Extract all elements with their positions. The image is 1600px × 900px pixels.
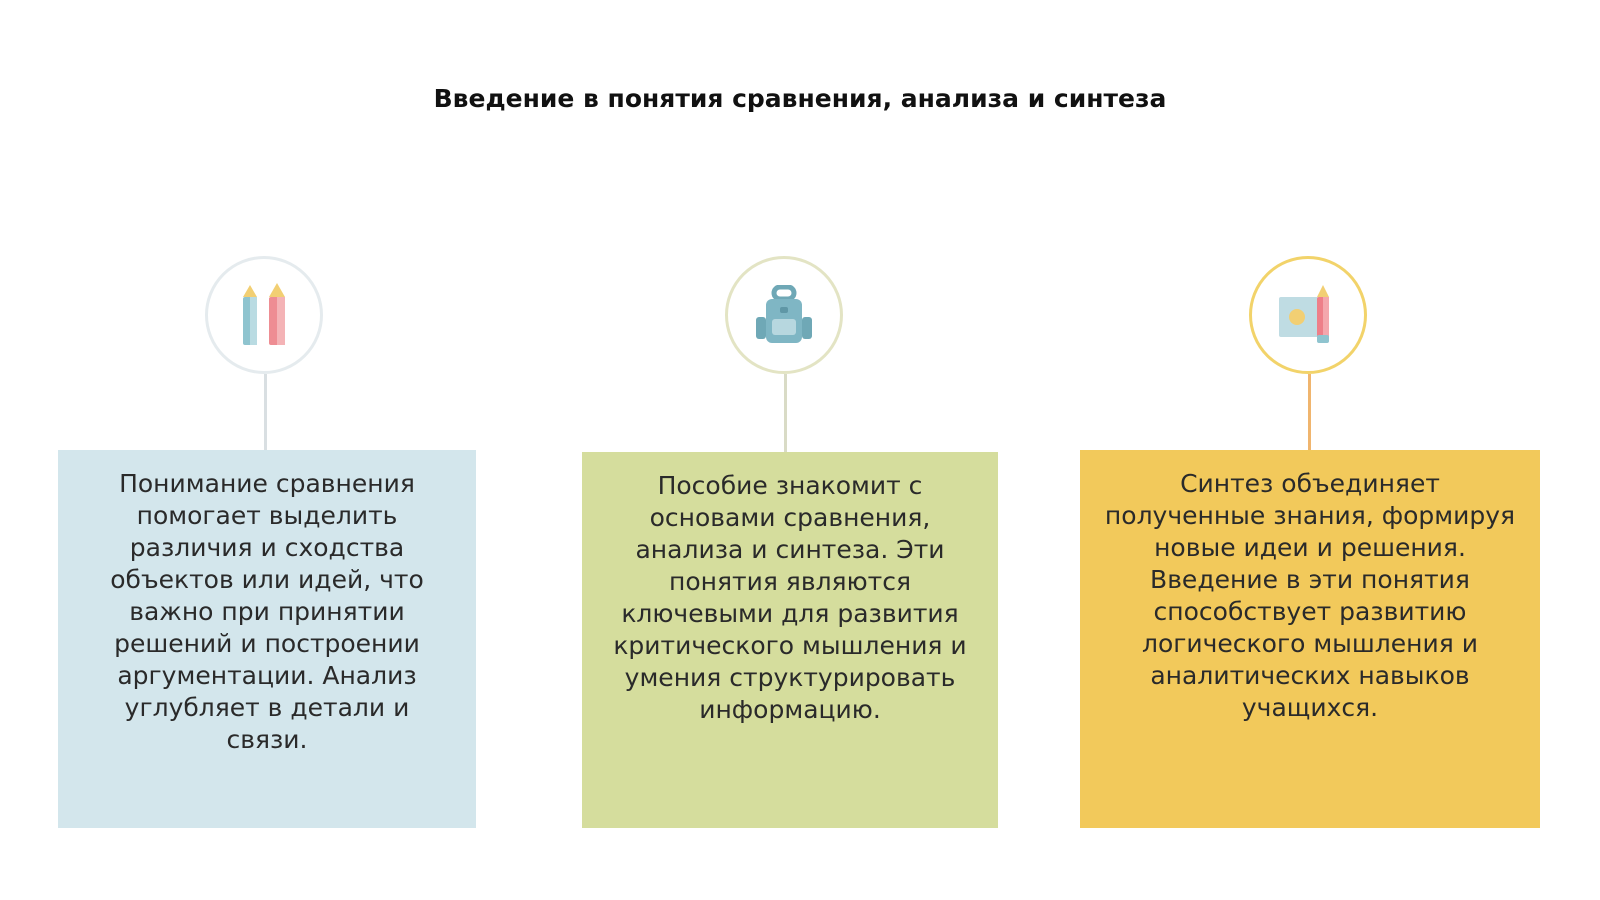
icon-circle-synthesis xyxy=(1249,256,1367,374)
card-text: Пособие знакомит с основами сравнения, анализа и синтеза. Эти понятия являются ключевыми для развития критического мышления и умения структурировать информацию. xyxy=(613,471,967,724)
picture-and-pencil-icon xyxy=(1277,285,1339,345)
card-synthesis xyxy=(1080,450,1540,828)
icon-circle-comparison xyxy=(205,256,323,374)
connector-line xyxy=(264,374,267,450)
connector-line xyxy=(1308,374,1311,450)
card-manual xyxy=(582,452,998,828)
backpack-icon xyxy=(754,285,814,345)
connector-line xyxy=(784,374,787,452)
page-title: Введение в понятия сравнения, анализа и синтеза xyxy=(433,84,1167,113)
card-text: Понимание сравнения помогает выделить различия и сходства объектов или идей, что важно при принятии решений и построении аргументации. Анализ углубляет в детали и связи. xyxy=(110,469,424,754)
card-text: Синтез объединяет полученные знания, формируя новые идеи и решения. Введение в эти понятия способствует развитию логического мышления и аналитических навыков учащихся. xyxy=(1104,469,1516,722)
icon-circle-manual xyxy=(725,256,843,374)
pencils-icon xyxy=(237,283,291,347)
card-comparison xyxy=(58,450,476,828)
